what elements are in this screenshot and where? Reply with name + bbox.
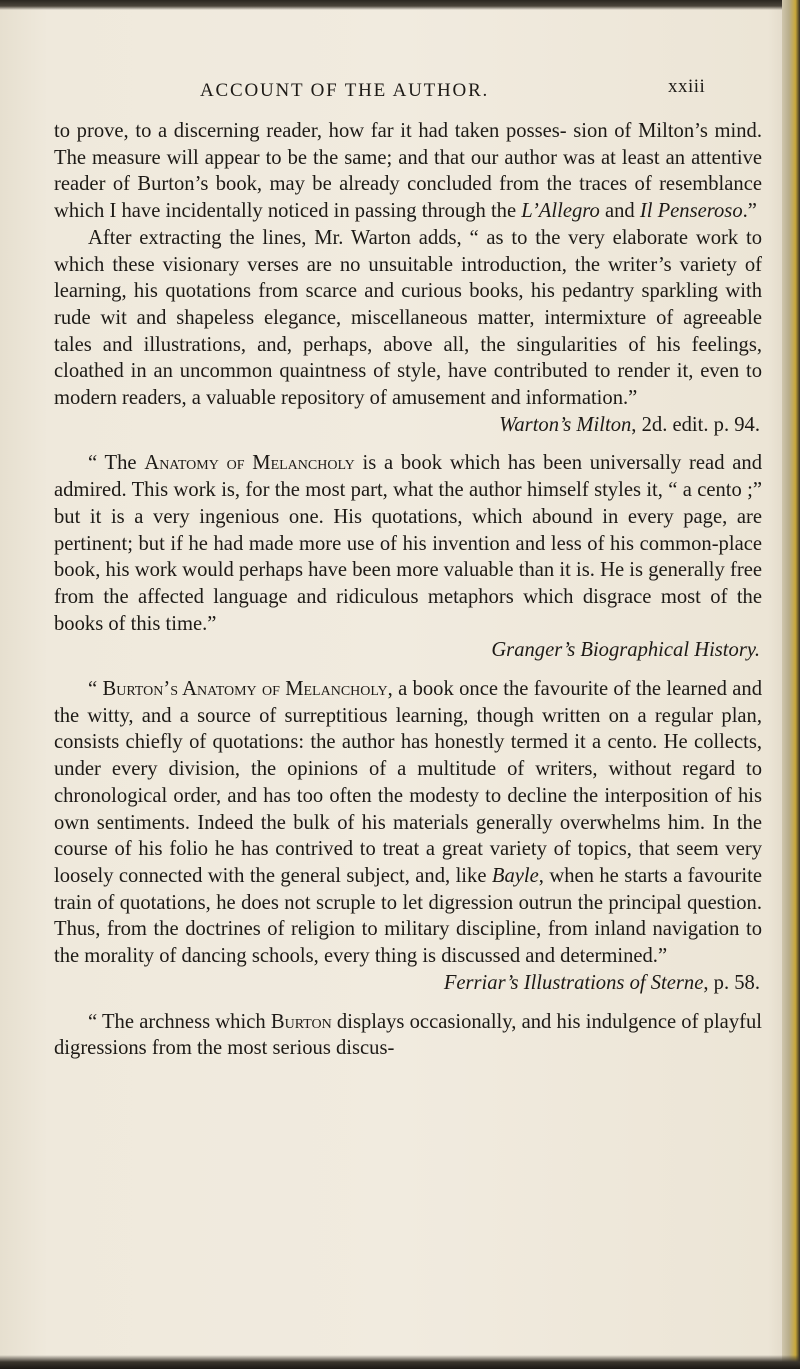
- text-line: to prove, to a discerning reader, how far it had taken posses-: [54, 120, 567, 142]
- author-name: Bayle: [491, 864, 539, 887]
- text-line: Burton’s book, may be already concluded from the traces of: [137, 173, 660, 196]
- work-title: Il Penseroso: [639, 200, 743, 223]
- page-top-shadow: [0, 0, 800, 10]
- passage-ferriar: [54, 676, 762, 996]
- passage-granger: [54, 450, 762, 664]
- work-title: L’Allegro: [521, 200, 600, 223]
- text-line: sion of Milton’s mind. The measure will appear to be the: [54, 120, 762, 169]
- citation: Granger’s Biographical History.: [491, 639, 760, 662]
- quote-open: “ The: [88, 452, 145, 475]
- page-body: [54, 118, 762, 1062]
- page-number: xxiii: [668, 76, 706, 97]
- passage-archness: [54, 1009, 762, 1062]
- paragraph-text: , when he starts a favourite train of quotations, he does not scruple to let digression outrun the principal question. Thus, from the doctrines of religion to military discipline, from inland navigation to the morality of dancing schools, every thing is discussed and determined.”: [54, 864, 762, 968]
- book-binding-edge: [782, 0, 800, 1369]
- text-fragment: and: [599, 200, 640, 223]
- citation-detail: , p. 58.: [703, 971, 760, 994]
- paragraph-text: After extracting the lines, Mr. Warton adds, “ as to the very elaborate work to which these visionary verses are no unsuitable introduction, the writer’s variety of learning, his quotations from scarce and curious books, his pedantry sparkling with rude wit and shapeless elegance, miscellaneous matter, intermixture of agreeable tales and illustrations, and, perhaps, above all, the singularities of his feelings, cloathed in an uncommon quaintness of style, have contributed to render it, even to modern readers, a valuable repository of amusement and information.”: [54, 226, 762, 410]
- citation-detail: , 2d. edit. p. 94.: [631, 413, 760, 436]
- text-fragment: .”: [742, 200, 757, 223]
- author-name: Burton: [270, 1010, 332, 1033]
- text-line: same; and that our author was at least an attentive reader of: [54, 146, 763, 196]
- text-line: resemblance which I have incidentally noticed in passing: [54, 173, 762, 223]
- quote-open: “ The archness which: [88, 1010, 271, 1033]
- quote-open: “: [88, 678, 103, 701]
- citation: [54, 412, 762, 439]
- citation-title: Warton’s Milton: [499, 413, 632, 436]
- text-line: through the: [421, 200, 522, 223]
- citation: [54, 970, 762, 997]
- paragraph-text: a book once the favourite of the learned and the witty, and a source of surreptitious learning, though written on a regular plan, consists chiefly of quotations: the author has honestly termed it a cento. He collects, under every division, the opinions of a multitude of writers, without regard to chronological order, and has too often the modesty to decline the interposition of his own sentiments. Indeed the bulk of his materials generally overwhelms him. In the course of his folio he has contrived to treat a great variety of topics, that seem very loosely connected with the general subject, and, like: [54, 678, 763, 887]
- running-title: ACCOUNT OF THE AUTHOR.: [200, 80, 490, 101]
- paragraph-text: displays occasionally, and his indulgence of playful digressions from the most serious discus-: [54, 1010, 763, 1060]
- book-title: Burton’s Anatomy of Melancholy,: [102, 678, 393, 701]
- citation-title: Ferriar’s Illustrations of Sterne: [443, 971, 704, 994]
- book-title: Anatomy of Melancholy: [144, 452, 355, 475]
- paragraph: [54, 225, 762, 439]
- page-bottom-shadow: [0, 1355, 800, 1369]
- paragraph-text: is a book which has been universally read and admired. This work is, for the most part, what the author himself styles it, “ a cento ;” but it is a very ingenious one. His quotations, which abound in every page, are pertinent; but if he had made more use of his invention and less of his common-place book, his work would perhaps have been more valuable than it is. He is generally free from the affected language and ridiculous metaphors which disgrace most of the books of this time.”: [54, 452, 762, 635]
- passage-warton: [54, 118, 762, 225]
